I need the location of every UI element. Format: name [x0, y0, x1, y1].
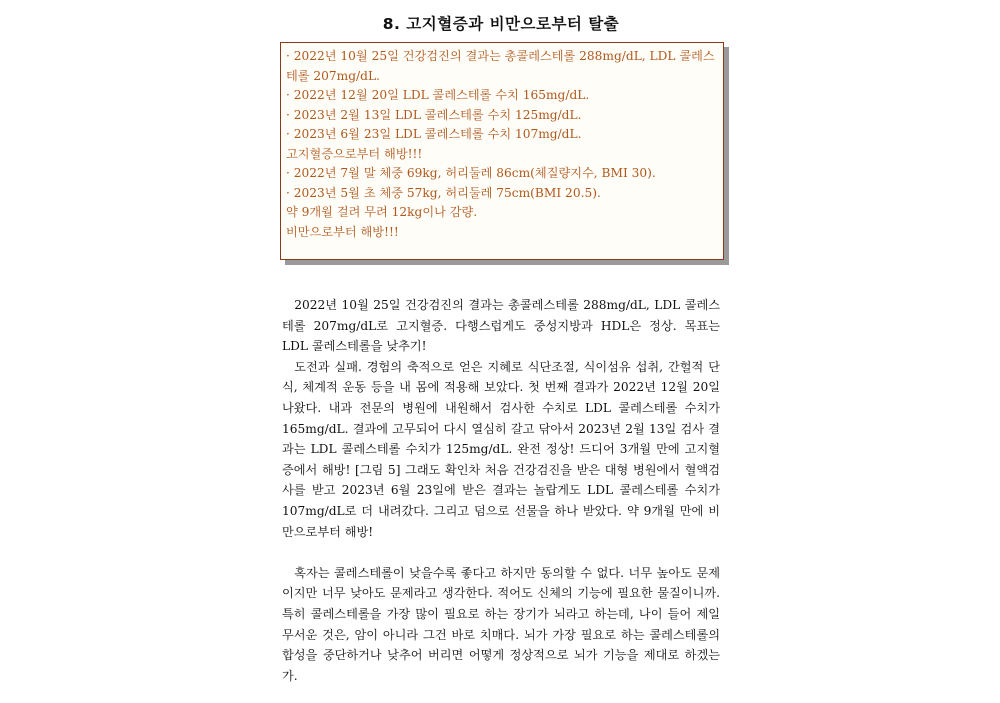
summary-line: · 2022년 7월 말 체중 69kg, 허리둘레 86cm(체질량지수, BMI 30).: [286, 166, 656, 180]
paragraph: 2022년 10월 25일 건강검진의 결과는 총콜레스테롤 288mg/dL, LDL 콜레스테롤 207mg/dL로 고지혈증. 다행스럽게도 중성지방과 HDL은 정상. 목표는 LDL 콜레스테롤을 낮추기!: [282, 298, 720, 354]
summary-line: · 2023년 6월 23일 LDL 콜레스테롤 수치 107mg/dL.: [286, 127, 582, 141]
summary-line: · 2022년 10월 25일 건강검진의 결과는 총콜레스테롤 288mg/dL, LDL 콜레스테롤 207mg/dL.: [286, 49, 715, 83]
summary-box: [280, 42, 724, 260]
summary-line: 비만으로부터 해방!!!: [286, 224, 399, 239]
summary-line: · 2022년 12월 20일 LDL 콜레스테롤 수치 165mg/dL.: [286, 88, 590, 102]
summary-line: · 2023년 2월 13일 LDL 콜레스테롤 수치 125mg/dL.: [286, 107, 582, 122]
paragraph: 도전과 실패. 경험의 축적으로 얻은 지혜로 식단조절, 식이섬유 섭취, 간헐적 단식, 체계적 운동 등을 내 몸에 적용해 보았다. 첫 번째 결과가 2022년 12월 20일 나왔다. 내과 전문의 병원에 내원해서 검사한 수치로 LDL 콜레스테롤 수치가 165mg/dL. 결과에 고무되어 다시 열심히 갈고 닦아서 2023년 2월 13일 검사 결과는 LDL 콜레스테롤 수치가 125mg/dL. 완전 정상! 드디어 3개월 만에 고지혈증에서 해방! [그림 5] 그래도 확인차 처음 건강검진을 받은 대형 병원에서 혈액검사를 받고 2023년 6월 23일에 받은 결과는 놀랍게도 LDL 콜레스테롤 수치가 107mg/dL로 더 내려갔다. 그리고 덤으로 선물을 하나 받았다. 약 9개월 만에 비만으로부터 해방!: [282, 359, 720, 539]
summary-line: · 2023년 5월 초 체중 57kg, 허리둘레 75cm(BMI 20.5).: [286, 185, 601, 200]
paragraph: 혹자는 콜레스테롤이 낮을수록 좋다고 하지만 동의할 수 없다. 너무 높아도 문제이지만 너무 낮아도 문제라고 생각한다. 적어도 신체의 기능에 필요한 물질이니까. 특히 콜레스테롤을 가장 많이 필요로 하는 장기가 뇌라고 하는데, 나이 들어 제일 무서운 것은, 암이 아니라 그건 바로 치매다. 뇌가 가장 필요로 하는 콜레스테롤의 합성을 중단하거나 낮추어 버리면 어떻게 정상적으로 뇌가 기능을 제대로 하겠는가.: [282, 565, 720, 683]
summary-line: 약 9개월 걸려 무려 12kg이나 감량.: [286, 205, 478, 219]
page-title: 8. 고지혈증과 비만으로부터 탈출: [382, 15, 620, 33]
body-text: [282, 295, 720, 686]
summary-line: 고지혈증으로부터 해방!!!: [286, 146, 423, 161]
